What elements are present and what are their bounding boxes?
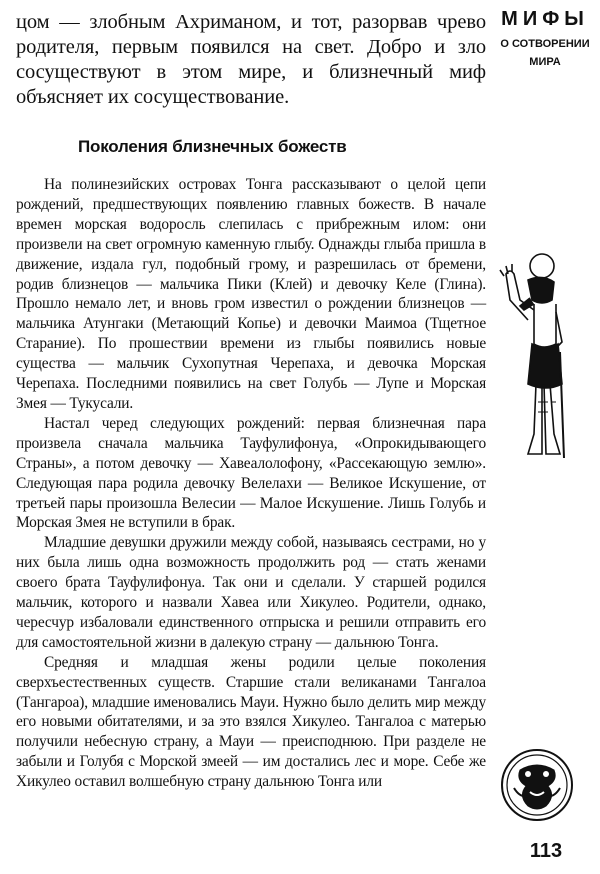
paragraph-1: На полинезийских островах Тонга рассказывают о целой цепи рождений, предшествующих появлению главных божеств. В начале времен морская водоросль слепилась с прибрежным илом: они произвели на свет огромную каменную глыбу. Однажды глыба пришла в движение, издала гул, подобный грому, и разрешилась от бремени, родив близнецов — мальчика Пики (Клей) и девочку Келе (Глина). Прошло немало лет, и вновь гром известил о рождении близнецов — мальчика Атунгаки (Метающий Копье) и девочки Маимоа (Тщетное Старание). По прошествии времени из глыбы появились новые существа — мальчик Сухопутная Черепаха, и девочка Морская Черепаха. Последними появились на свет Голубь — Лупе и Морская Змея — Тукусали. [16, 176, 486, 412]
paragraph-4: Средняя и младшая жены родили целые поколения сверхъестественных существ. Старшие стали великанами Тангалоа (Тангароа), младшие именовались Мауи. Нужно было делить мир между его новыми обитателями, и за это взялся Хикулео. Тангалоа с матерью получили небесную страну, а Мауи — преисподнюю. При разделе не забыли и Голубя с Морской змеей — им достались лес и море. Себе же Хикулео оставил волшебную страну дальнюю Тонга или [16, 653, 486, 791]
egyptian-deity-illustration [498, 252, 578, 462]
body-text [16, 175, 486, 792]
sun-disk-icon [530, 254, 554, 278]
paragraph-2: Настал черед следующих рождений: первая близнечная пара произвела сначала мальчика Тауфулифонуа, «Опрокидывающего Страны», а потом девочку — Хавеалолофону, «Рассекающую землю». Следующая пара родила девочку Велелахи — Великое Искушение, от третьей пары произошла Велесии — Малое Искушение. Лишь Голубь и Морская Змея не вступили в брак. [16, 414, 486, 532]
section-heading: Поколения близнечных божеств [78, 137, 347, 156]
intro-block [16, 10, 486, 110]
main-text-column [16, 10, 486, 792]
ornamental-seal-icon [500, 748, 574, 822]
running-head-subtitle-1: О СОТВОРЕНИИ [500, 38, 590, 50]
paragraph-3: Младшие девушки дружили между собой, называясь сестрами, но у них была лишь одна возможность продолжить род — стать женами своего брата Тауфулифонуа. Так они и сделали. У старшей родился мальчик, которого и назвали Хавеа или Хикулео. Родители, однако, чересчур избаловали единственного отпрыска и решили отправить его для самостоятельной жизни в далекую страну — дальнюю Тонга. [16, 534, 486, 651]
running-head [490, 6, 600, 70]
running-head-title: МИФЫ [501, 8, 589, 30]
intro-paragraph: цом — злобным Ахриманом, и тот, разорвав чрево родителя, первым появился на свет. Добро и зло сосуществуют в этом мире, и близнечный миф объясняет их сосуществование. [16, 11, 486, 108]
page-number: 113 [529, 840, 563, 862]
running-head-subtitle-2: МИРА [529, 56, 561, 68]
